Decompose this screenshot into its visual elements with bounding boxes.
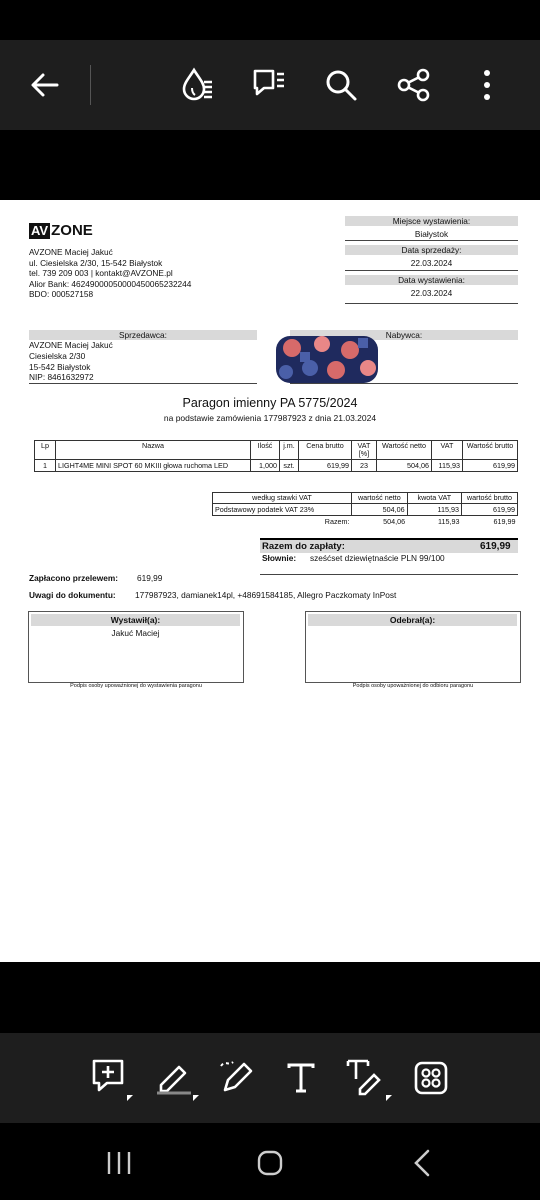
company-name: AVZONE Maciej Jakuć (29, 247, 113, 257)
cell-gross-price: 619,99 (299, 460, 352, 472)
notes-label: Uwagi do dokumentu: (29, 590, 116, 600)
col-header: Nazwa (56, 441, 251, 460)
more-options-button[interactable] (463, 40, 511, 130)
seller-label: Sprzedawca: (29, 330, 257, 340)
buyer-label: Nabywca: (290, 330, 518, 340)
pen-icon (215, 1056, 259, 1100)
sum-label: Razem: (324, 517, 350, 526)
col-header: kwota VAT (407, 493, 461, 504)
share-button[interactable] (390, 40, 438, 130)
cell-gross: 619,99 (461, 504, 517, 516)
vat-summary-table (212, 492, 518, 527)
company-contact: tel. 739 209 003 | kontakt@AVZONE.pl (29, 268, 173, 278)
home-button[interactable] (240, 1143, 300, 1183)
logo-prefix: AV (31, 223, 49, 238)
items-table (34, 440, 518, 472)
cell-vat-rate: 23 (352, 460, 377, 472)
sum-gross: 619,99 (493, 517, 516, 526)
toolbar-divider (90, 65, 91, 105)
seller-street: Ciesielska 2/30 (29, 351, 86, 361)
total-label: Razem do zapłaty: (262, 541, 345, 552)
issued-by-label: Wystawił(a): (31, 614, 240, 626)
issued-by-value: Jakuć Maciej (111, 628, 160, 638)
sale-date-value: 22.03.2024 (410, 258, 453, 268)
highlighter-button[interactable] (152, 1053, 202, 1103)
back-icon (410, 1149, 434, 1177)
place-label: Miejsce wystawienia: (345, 216, 518, 226)
place-value: Białystok (414, 229, 449, 239)
apps-button[interactable] (406, 1053, 456, 1103)
col-header: Ilość (251, 441, 280, 460)
search-icon (323, 67, 359, 103)
sum-net: 504,06 (383, 517, 406, 526)
text-highlight-button[interactable] (344, 1053, 394, 1103)
sale-date-label: Data sprzedaży: (345, 245, 518, 255)
seller-city: 15-542 Białystok (29, 362, 91, 372)
col-header: Wartość netto (377, 441, 432, 460)
cell-net: 504,06 (352, 504, 408, 516)
sum-vat: 115,93 (438, 517, 460, 526)
top-toolbar (0, 40, 540, 130)
col-header: Wartość brutto (463, 441, 518, 460)
col-header: wartość netto (352, 493, 408, 504)
total-value: 619,99 (480, 541, 511, 552)
received-by-label: Odebrał(a): (308, 614, 517, 626)
words-label: Słownie: (262, 553, 297, 563)
cell-qty: 1,000 (251, 460, 280, 472)
document-page (0, 200, 540, 962)
cell-name: LIGHT4ME MINI SPOT 60 MKIII głowa ruchoma LED (56, 460, 251, 472)
home-icon (256, 1149, 284, 1177)
words-value: sześćset dziewiętnaście PLN 99/100 (310, 553, 445, 563)
paid-value: 619,99 (137, 573, 163, 583)
cell-gross-value: 619,99 (463, 460, 518, 472)
text-highlight-icon (344, 1055, 394, 1101)
apps-icon (413, 1060, 449, 1096)
logo-text: ZONE (51, 222, 93, 239)
arrow-left-icon (29, 69, 61, 101)
redaction-sticker (272, 332, 382, 387)
table-row-sum (213, 516, 518, 528)
highlighter-icon (153, 1055, 201, 1101)
items-table-header (35, 441, 518, 460)
recent-apps-icon (106, 1150, 132, 1176)
issue-date-value: 22.03.2024 (410, 288, 453, 298)
sig-left-caption: Podpis osoby upoważnionej do wystawienia paragonu (70, 683, 202, 689)
company-logo (29, 223, 93, 239)
cell-vat-amount: 115,93 (432, 460, 463, 472)
ink-drop-icon (178, 66, 216, 104)
search-button[interactable] (317, 40, 365, 130)
comment-list-icon (250, 66, 288, 104)
receipt-title: Paragon imienny PA 5775/2024 (182, 396, 358, 410)
pen-button[interactable] (212, 1053, 262, 1103)
ink-button[interactable] (173, 40, 221, 130)
col-header: j.m. (280, 441, 299, 460)
more-vert-icon (482, 68, 492, 102)
recent-apps-button[interactable] (89, 1143, 149, 1183)
col-header: VAT [%] (352, 441, 377, 460)
system-nav-bar (0, 1123, 540, 1200)
table-row (213, 504, 518, 516)
table-row (35, 460, 518, 472)
col-header: Lp (35, 441, 56, 460)
nav-back-button[interactable] (392, 1143, 452, 1183)
seller-nip: NIP: 8461632972 (29, 372, 94, 382)
col-header: wartość brutto (461, 493, 517, 504)
issue-date-label: Data wystawienia: (345, 275, 518, 285)
company-bank: Alior Bank: 46249000050000450065232244 (29, 279, 192, 289)
text-button[interactable] (276, 1053, 326, 1103)
cell-lp: 1 (35, 460, 56, 472)
cell-net-value: 504,06 (377, 460, 432, 472)
back-button[interactable] (21, 40, 69, 130)
company-address: ul. Ciesielska 2/30, 15-542 Białystok (29, 258, 163, 268)
col-header: VAT (432, 441, 463, 460)
col-header: według stawki VAT (213, 493, 352, 504)
text-icon (283, 1060, 319, 1096)
cell-vat: 115,93 (407, 504, 461, 516)
comments-button[interactable] (245, 40, 293, 130)
company-bdo: BDO: 000527158 (29, 289, 94, 299)
cell-unit: szt. (280, 460, 299, 472)
receipt-subtitle: na podstawie zamówienia 177987923 z dnia 21.03.2024 (163, 413, 377, 423)
sig-right-caption: Podpis osoby upoważnionej do odbioru paragonu (352, 683, 474, 689)
cell-vat-rate-name: Podstawowy podatek VAT 23% (213, 504, 352, 516)
share-icon (396, 67, 432, 103)
paid-label: Zapłacono przelewem: (29, 573, 118, 583)
bottom-toolbar (0, 1033, 540, 1123)
notes-value: 177987923, damianek14pl, +48691584185, Allegro Paczkomaty InPost (135, 590, 397, 600)
vat-summary-header (213, 493, 518, 504)
col-header: Cena brutto (299, 441, 352, 460)
seller-name: AVZONE Maciej Jakuć (29, 340, 113, 350)
add-comment-icon (87, 1055, 135, 1101)
add-comment-button[interactable] (86, 1053, 136, 1103)
